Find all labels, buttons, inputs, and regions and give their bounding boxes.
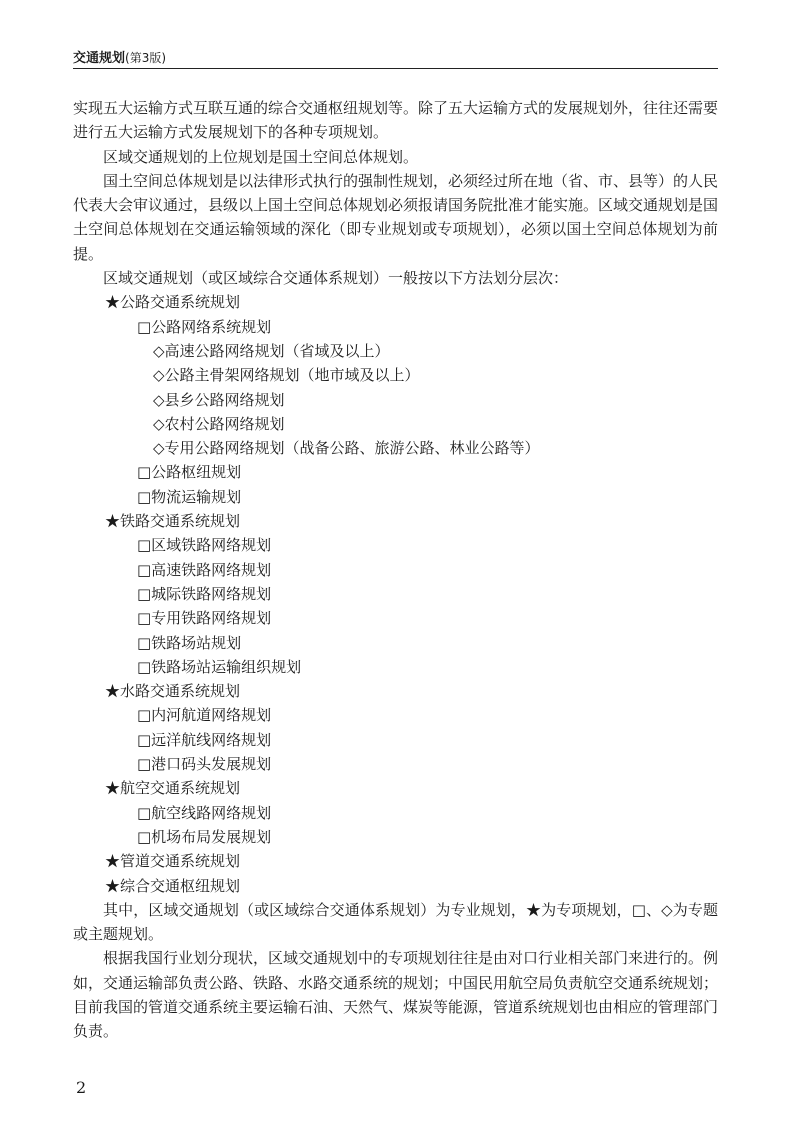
outline-item-level-1: ★管道交通系统规划 [105,852,241,871]
page-body [73,96,718,1044]
outline-item-level-3: ◇农村公路网络规划 [153,414,285,433]
outline-item-level-2: □港口码头发展规划 [137,755,272,774]
planning-hierarchy-list [73,290,718,897]
paragraph: 区域交通规划（或区域综合交通体系规划）一般按以下方法划分层次： [103,269,569,288]
outline-item-level-3: ◇专用公路网络规划（战备公路、旅游公路、林业公路等） [153,439,540,458]
outline-item-level-1: ★公路交通系统规划 [105,293,241,312]
outline-item-level-2: □公路枢纽规划 [137,463,242,482]
outline-item-level-2: □专用铁路网络规划 [137,609,272,628]
book-edition: (第3版) [125,51,167,65]
outline-item-level-2: □物流运输规划 [137,487,242,506]
outline-item-level-1: ★水路交通系统规划 [105,682,241,701]
outline-item-level-2: □远洋航线网络规划 [137,730,272,749]
paragraph: 国土空间总体规划是以法律形式执行的强制性规划，必须经过所在地（省、市、县等）的人民代表大会审议通过，县级以上国土空间总体规划必须报请国务院批准才能实施。区域交通规划是国土空间总体规划在交通运输领域的深化（即专业规划或专项规划），必须以国土空间总体规划为前提。 [73,171,719,263]
page-number: 2 [76,1078,87,1097]
outline-item-level-2: □区域铁路网络规划 [137,536,272,555]
outline-item-level-2: □内河航道网络规划 [137,706,272,725]
outline-item-level-2: □城际铁路网络规划 [137,584,272,603]
outline-item-level-2: □公路网络系统规划 [137,317,272,336]
paragraph: 区域交通规划的上位规划是国土空间总体规划。 [103,147,419,166]
paragraph: 根据我国行业划分现状，区域交通规划中的专项规划往往是由对口行业相关部门来进行的。例如，交通运输部负责公路、铁路、水路交通系统的规划；中国民用航空局负责航空交通系统规划；目前我国的管道交通系统主要运输石油、天然气、煤炭等能源，管道系统规划也由相应的管理部门负责。 [73,949,719,1041]
outline-item-level-1: ★综合交通枢纽规划 [105,876,241,895]
outline-item-level-2: □高速铁路网络规划 [137,560,272,579]
outline-item-level-2: □机场布局发展规划 [137,827,272,846]
outline-item-level-3: ◇高速公路网络规划（省域及以上） [153,341,390,360]
outline-item-level-2: □铁路场站运输组织规划 [137,657,302,676]
paragraph: 实现五大运输方式互联互通的综合交通枢纽规划等。除了五大运输方式的发展规划外，往往还需要进行五大运输方式发展规划下的各种专项规划。 [73,99,719,142]
outline-item-level-1: ★航空交通系统规划 [105,779,241,798]
outline-item-level-2: □航空线路网络规划 [137,803,272,822]
paragraph: 其中，区域交通规划（或区域综合交通体系规划）为专业规划，★为专项规划，□、◇为专题或主题规划。 [73,900,718,944]
outline-item-level-3: ◇县乡公路网络规划 [153,390,285,409]
book-title: 交通规划 [73,51,126,66]
outline-item-level-2: □铁路场站规划 [137,633,242,652]
running-header [73,50,718,69]
outline-item-level-1: ★铁路交通系统规划 [105,512,241,531]
outline-item-level-3: ◇公路主骨架网络规划（地市域及以上） [153,366,420,385]
